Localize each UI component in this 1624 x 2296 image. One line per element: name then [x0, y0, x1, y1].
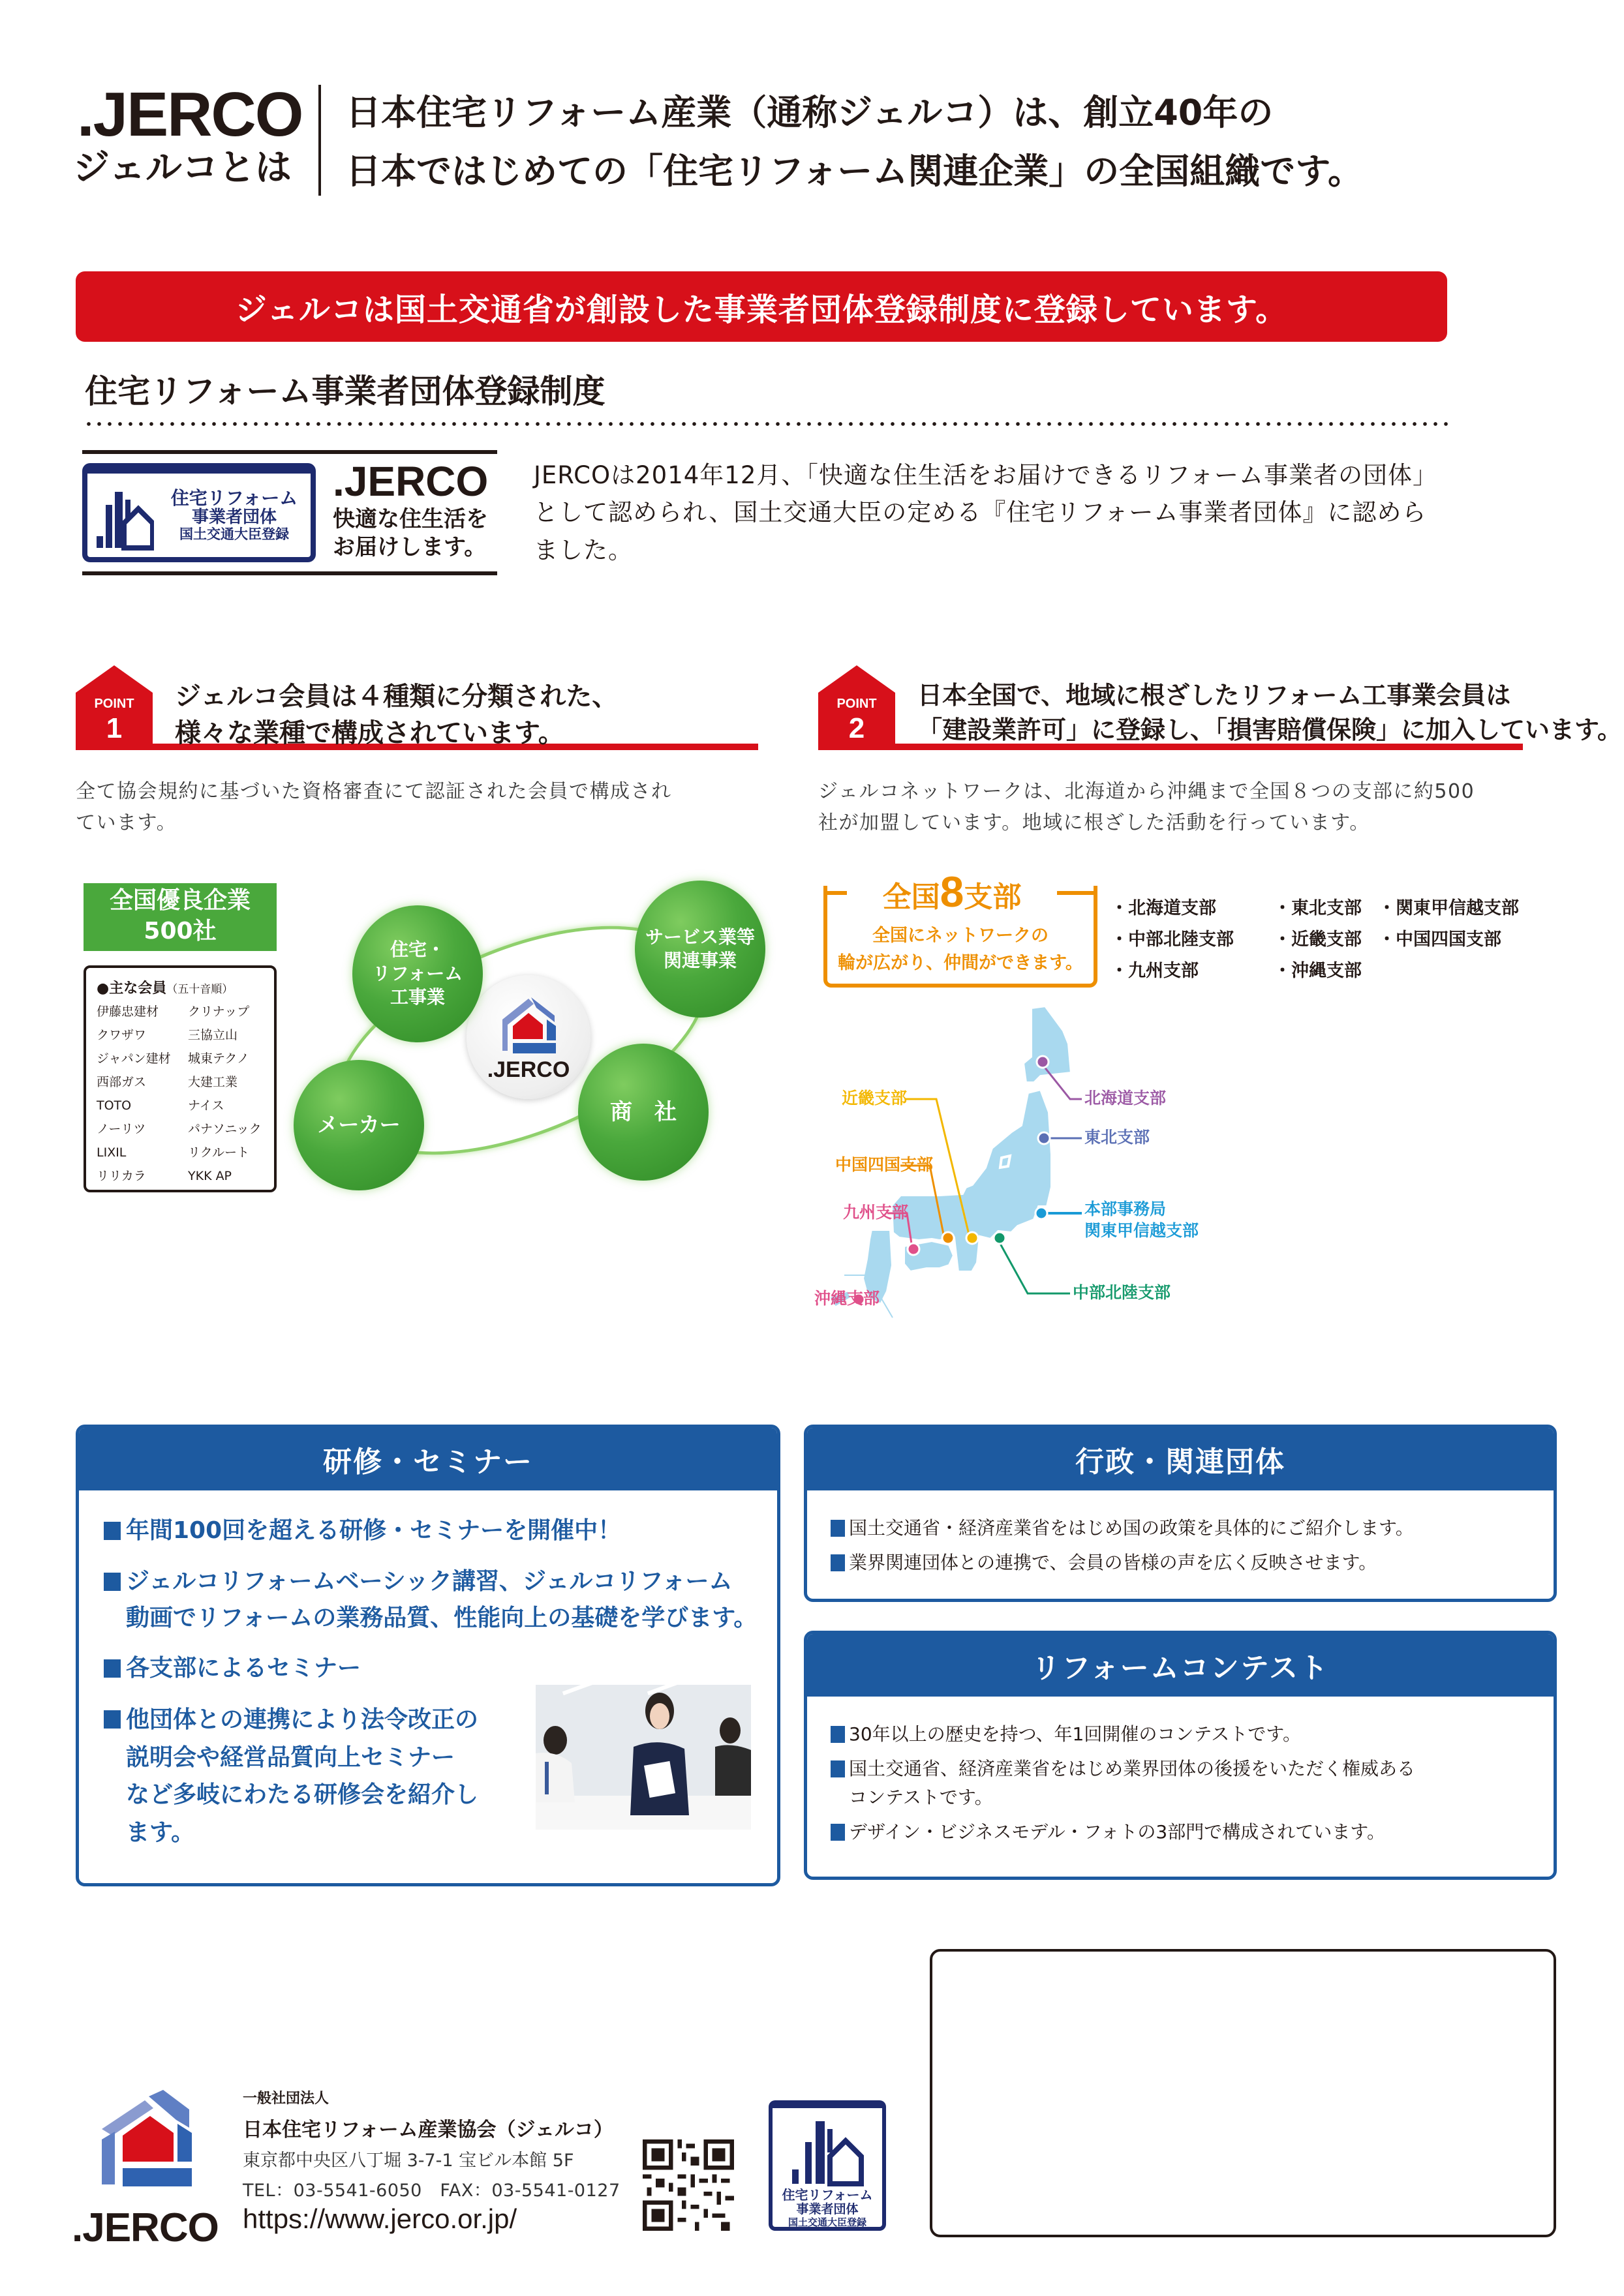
branches-subtitle: 全国にネットワークの 輪が広がり、仲間ができます。: [838, 926, 1083, 973]
point-heading: [917, 678, 1622, 748]
heading-line-1: 日本全国で、地域に根ざしたリフォーム工事業会員は: [917, 681, 1511, 710]
bullet-square-icon: [104, 1573, 121, 1591]
banner-text: ジェルコは国土交通省が創設した事業者団体登録制度に登録しています。: [235, 291, 1288, 328]
member-item: 三協立山: [188, 1028, 238, 1042]
house-building-icon: [787, 2116, 868, 2188]
map-label-tohoku: 東北支部: [1084, 1128, 1150, 1147]
government-item: 業界関連団体との連携で、会員の皆様の声を広く反映させます。: [831, 1548, 1534, 1577]
member-list-box: [84, 965, 277, 1192]
dotted-divider: [84, 421, 1448, 427]
seminar-item: 各支部によるセミナー: [104, 1650, 758, 1687]
rule-bottom: [82, 571, 497, 575]
member-item: パナソニック: [188, 1122, 262, 1136]
branch-item: ・中国四国支部: [1378, 929, 1501, 950]
seminar-item: 年間100回を超える研修・セミナーを開催中！: [104, 1513, 758, 1549]
contest-item: 国土交通省、経済産業省をはじめ業界団体の後援をいただく権威ある コンテストです。: [831, 1755, 1534, 1811]
branch-item: ・北海道支部: [1111, 898, 1216, 918]
box-edge: [823, 891, 847, 895]
member-item: 西部ガス: [97, 1075, 147, 1089]
headline-line-1: 日本住宅リフォーム産業（通称ジェルコ）は、創立40年の: [346, 92, 1274, 133]
branch-list: [1111, 896, 1522, 984]
branch-item: ・近畿支部: [1274, 929, 1362, 950]
heading-line-2: 「建設業許可」に登録し、「損害賠償保険」に加入しています。: [917, 716, 1622, 745]
government-card: [804, 1425, 1557, 1602]
jerco-house-icon: [496, 993, 561, 1055]
branch-item: ・九州支部: [1111, 961, 1199, 981]
card-title: リフォームコンテスト: [807, 1634, 1554, 1697]
government-item: 国土交通省・経済産業省をはじめ国の政策を具体的にご紹介します。: [831, 1514, 1534, 1542]
branch-item: ・中部北陸支部: [1111, 929, 1234, 950]
header-subtitle: ジェルコとは: [73, 147, 292, 189]
org-type: 一般社団法人: [243, 2091, 329, 2107]
member-count-badge: [84, 883, 277, 951]
point-1: [76, 665, 800, 834]
footer-badge-text: 住宅リフォーム 事業者団体 国土交通大臣登録: [782, 2187, 873, 2228]
bullet-square-icon: [831, 1824, 845, 1841]
center-logo-text: .JERCO: [487, 1057, 570, 1082]
website-link[interactable]: https://www.jerco.or.jp/: [243, 2203, 517, 2234]
point-2: [818, 665, 1622, 834]
member-item: ナイス: [188, 1098, 224, 1113]
registration-tagline: [333, 506, 488, 561]
seminar-item: 他団体との連携により法令改正の 説明会や経営品質向上セミナー など多岐にわたる研修会を紹介し ます。: [104, 1701, 534, 1851]
badge-line-2: 事業者団体: [191, 507, 277, 528]
branch-item: ・関東甲信越支部: [1378, 898, 1519, 918]
contest-item: 30年以上の歴史を持つ、年1回開催のコンテストです。: [831, 1720, 1534, 1748]
jerco-logo-footer: .JERCO: [72, 2205, 219, 2250]
map-label-hokkaido: 北海道支部: [1084, 1089, 1167, 1108]
member-item: 伊藤忠建材: [97, 1004, 159, 1019]
member-category-diagram: [287, 868, 770, 1213]
bullet-square-icon: [831, 1726, 845, 1743]
badge-line-1: 住宅リフォーム: [170, 487, 298, 509]
contest-card: [804, 1631, 1557, 1880]
bullet-square-icon: [831, 1554, 845, 1571]
contest-item: デザイン・ビジネスモデル・フォトの3部門で構成されています。: [831, 1818, 1534, 1846]
center-logo-disc: [467, 975, 590, 1099]
member-item: TOTO: [97, 1098, 132, 1113]
member-item: クワザワ: [97, 1028, 147, 1042]
card-title: 研修・セミナー: [79, 1428, 777, 1490]
member-grid: [97, 1001, 264, 1186]
registration-badge: [82, 463, 316, 562]
org-name: 日本住宅リフォーム産業協会（ジェルコ）: [243, 2119, 613, 2141]
bubble-reform-contractor: 住宅・ リフォーム 工事業: [352, 905, 483, 1042]
seminar-photo: [536, 1685, 751, 1830]
body-line-1: ジェルコネットワークは、北海道から沖縄まで全国８つの支部に約500: [818, 780, 1475, 803]
tagline-line-2: お届けします。: [333, 534, 487, 560]
registration-banner: [76, 271, 1447, 342]
bullet-square-icon: [831, 1760, 845, 1777]
blank-stamp-box: [930, 1949, 1556, 2237]
section-title-registration: 住宅リフォーム事業者団体登録制度: [85, 372, 605, 410]
branch-item: ・沖縄支部: [1274, 961, 1362, 981]
bullet-square-icon: [104, 1522, 121, 1540]
footer-registration-badge: [769, 2100, 886, 2231]
heading-line-1: ジェルコ会員は４種類に分類された、: [175, 682, 619, 712]
heading-line-2: 様々な業種で構成されています。: [175, 718, 564, 748]
jerco-logo-header: .JERCO: [77, 80, 303, 149]
bullet-square-icon: [831, 1520, 845, 1537]
seminar-attendees-image: [536, 1685, 751, 1830]
point-number: 2: [848, 712, 865, 744]
point-number: 1: [106, 712, 123, 744]
point-heading: [175, 678, 618, 751]
member-item: リリカラ: [97, 1169, 146, 1183]
japan-map-icon: [816, 991, 1566, 1370]
rule-top: [82, 450, 497, 454]
jerco-house-logo-icon: [98, 2090, 196, 2198]
bullet-square-icon: [104, 1659, 121, 1678]
bullet-square-icon: [104, 1710, 121, 1729]
map-label-chugoku: 中国四国支部: [835, 1155, 934, 1174]
member-item: クリナップ: [188, 1004, 250, 1019]
map-label-honbu: 本部事務局 関東甲信越支部: [1084, 1200, 1199, 1240]
point-label: POINT: [94, 697, 134, 711]
point-body: [76, 776, 672, 839]
body-line-2: ています。: [76, 811, 177, 834]
branches-title: 全国8支部: [847, 870, 1057, 913]
house-building-icon: [95, 485, 154, 551]
registration-description: JERCOは2014年12月、「快適な住生活をお届けできるリフォーム事業者の団体」として認められ、国土交通大臣の定める『住宅リフォーム事業者団体』に認めらました。: [534, 461, 1438, 564]
japan-branch-map: [816, 991, 1566, 1370]
map-label-kyushu: 九州支部: [843, 1203, 909, 1222]
branch-item: ・東北支部: [1274, 898, 1362, 918]
member-item: ジャパン建材: [97, 1051, 171, 1066]
tagline-line-1: 快適な住生活を: [333, 506, 488, 532]
member-item: 城東テクノ: [188, 1051, 249, 1066]
map-label-okinawa: 沖縄支部: [814, 1289, 880, 1308]
seminar-card: [76, 1425, 780, 1886]
point-label: POINT: [836, 697, 877, 711]
member-item: 大建工業: [188, 1075, 238, 1089]
body-line-2: 社が加盟しています。地域に根ざした活動を行っています。: [818, 811, 1370, 834]
seminar-item: ジェルコリフォームベーシック講習、ジェルコリフォーム 動画でリフォームの業務品質、性能向上の基礎を学びます。: [104, 1563, 758, 1637]
org-address: 東京都中央区八丁堀 3-7-1 宝ビル本館 5F: [243, 2151, 574, 2171]
header-divider: [318, 85, 321, 196]
bubble-manufacturer: メーカー: [294, 1060, 424, 1190]
jerco-logo-registration: .JERCO: [333, 458, 489, 505]
card-title: 行政・関連団体: [807, 1428, 1554, 1490]
member-item: リクルート: [188, 1145, 250, 1160]
bubble-service-related: サービス業等 関連事業: [635, 881, 765, 1018]
map-label-chubu: 中部北陸支部: [1073, 1283, 1171, 1302]
headline-line-2: 日本ではじめての「住宅リフォーム関連企業」の全国組織です。: [346, 151, 1363, 192]
bubble-trading-company: 商 社: [578, 1044, 709, 1181]
map-label-kinki: 近畿支部: [842, 1089, 908, 1108]
badge-line-2: 500社: [144, 917, 217, 944]
point-body: [818, 776, 1475, 839]
badge-line-1: 全国優良企業: [109, 887, 251, 914]
member-item: YKK AP: [188, 1169, 232, 1183]
qr-code-icon[interactable]: [643, 2139, 734, 2231]
member-item: ノーリツ: [97, 1122, 146, 1136]
member-item: LIXIL: [97, 1145, 127, 1160]
member-list-title: ●主な会員（五十音順）: [97, 980, 234, 997]
box-edge: [1057, 891, 1097, 895]
badge-line-3: 国土交通大臣登録: [179, 526, 289, 543]
body-line-1: 全て協会規約に基づいた資格審査にて認証された会員で構成され: [76, 780, 672, 803]
org-tel-fax: TEL：03-5541-6050 FAX：03-5541-0127: [243, 2181, 620, 2201]
